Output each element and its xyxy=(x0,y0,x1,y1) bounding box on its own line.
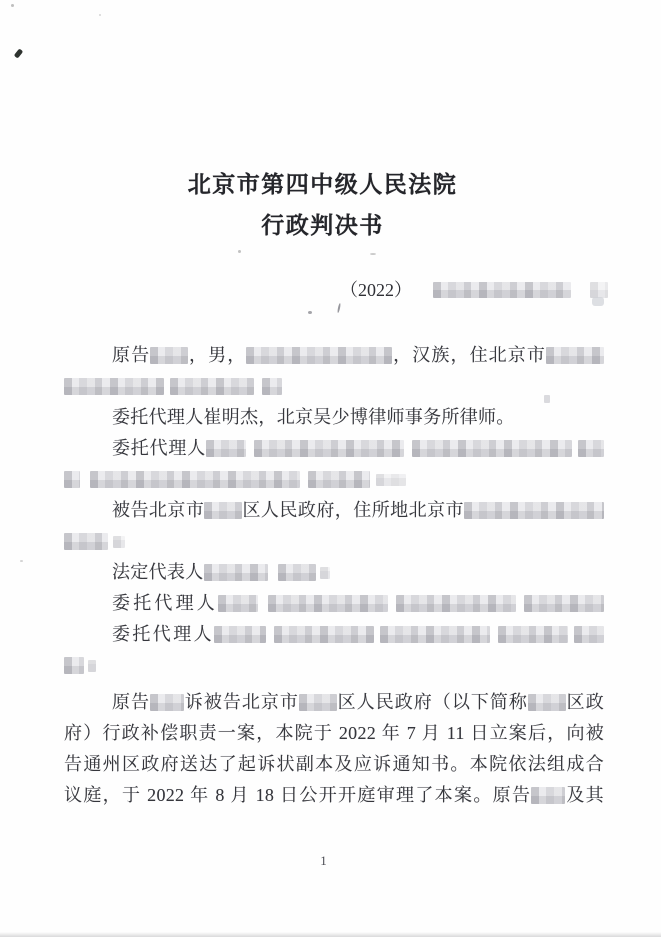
text-run: 区人民政府（以下简称 xyxy=(336,692,528,712)
gap xyxy=(417,295,429,296)
redacted-block xyxy=(299,694,337,711)
redacted-block xyxy=(531,787,565,804)
body-line xyxy=(64,526,604,557)
gap xyxy=(254,391,262,392)
ink-speck xyxy=(370,253,376,255)
body-line xyxy=(64,557,604,588)
ink-speck xyxy=(99,14,101,16)
redacted-block xyxy=(528,694,566,711)
redacted-block xyxy=(278,564,316,581)
body-line xyxy=(64,340,604,371)
text-run: 区政 xyxy=(565,692,604,712)
gap xyxy=(388,608,396,609)
redacted-block xyxy=(64,657,84,674)
ink-speck xyxy=(14,48,23,58)
redacted-block xyxy=(578,440,604,457)
gap xyxy=(316,577,320,578)
redacted-block xyxy=(274,626,374,643)
scan-smudge xyxy=(544,395,550,403)
redacted-block xyxy=(204,502,242,519)
gap xyxy=(490,639,498,640)
body-line xyxy=(64,780,604,811)
gap xyxy=(258,608,268,609)
gap xyxy=(404,453,412,454)
body-line xyxy=(64,402,604,433)
ink-speck xyxy=(11,4,14,7)
body-line xyxy=(64,588,604,619)
gap xyxy=(576,295,586,296)
redacted-block xyxy=(90,471,300,488)
case-number-line xyxy=(340,277,608,303)
body-line xyxy=(64,495,604,526)
court-name: 北京市第四中级人民法院 xyxy=(187,172,458,197)
redacted-block xyxy=(88,660,96,672)
page-number: 1 xyxy=(320,853,327,868)
ink-speck xyxy=(20,560,23,562)
scan-smudge xyxy=(592,297,604,306)
ink-speck xyxy=(308,311,312,314)
text-run: 委托代理人 xyxy=(112,624,214,644)
redacted-block xyxy=(246,347,392,364)
redacted-block xyxy=(574,626,604,643)
text-run: 委托代理人崔明杰，北京吴少博律师事务所律师。 xyxy=(112,407,515,427)
text-run: 委托代理人 xyxy=(112,438,206,458)
redacted-block xyxy=(396,595,516,612)
text-run: 府）行政补偿职责一案，本院于 2022 年 7 月 11 日立案后，向被 xyxy=(64,723,604,743)
text-run: 区人民政府，住所地北京市 xyxy=(242,500,464,520)
redacted-block xyxy=(64,471,80,488)
case-number-year: （2022） xyxy=(340,280,412,300)
redacted-block xyxy=(64,533,108,550)
scan-edge-shadow xyxy=(0,932,661,937)
text-run: 告通州区政府送达了起诉状副本及应诉通知书。本院依法组成合 xyxy=(64,754,604,774)
body-line xyxy=(64,718,604,749)
redacted-block xyxy=(308,471,370,488)
redacted-block xyxy=(546,347,604,364)
body-line xyxy=(64,749,604,780)
text-run: 议庭，于 2022 年 8 月 18 日公开开庭审理了本案。原告 xyxy=(64,785,532,805)
text-run: 原告 xyxy=(112,692,151,712)
redacted-block xyxy=(433,282,571,298)
redacted-block xyxy=(218,595,258,612)
redacted-block xyxy=(320,567,330,579)
gap xyxy=(516,608,524,609)
document-header xyxy=(0,164,645,246)
redacted-block xyxy=(590,282,608,298)
redacted-block xyxy=(206,440,246,457)
gap xyxy=(80,484,90,485)
redacted-block xyxy=(64,378,164,395)
gap xyxy=(300,484,308,485)
gap xyxy=(246,453,254,454)
redacted-block xyxy=(170,378,254,395)
text-run: 法定代表人 xyxy=(112,562,204,582)
body-line xyxy=(64,371,604,402)
redacted-block xyxy=(150,694,184,711)
ink-speck xyxy=(238,250,241,253)
redacted-block xyxy=(412,440,572,457)
text-run: 被告北京市 xyxy=(112,500,205,520)
ink-speck xyxy=(337,303,341,313)
text-run: 诉被告北京市 xyxy=(184,692,299,712)
text-run: 及其 xyxy=(565,785,604,805)
document-type-title: 行政判决书 xyxy=(261,213,384,238)
redacted-block xyxy=(376,474,406,486)
redacted-block xyxy=(150,347,188,364)
redacted-block xyxy=(498,626,568,643)
gap xyxy=(268,577,278,578)
redacted-block xyxy=(464,502,604,519)
text-run: 委托代理人 xyxy=(112,593,218,613)
redacted-block xyxy=(254,440,404,457)
redacted-block xyxy=(380,626,490,643)
body-line xyxy=(64,650,604,681)
redacted-block xyxy=(214,626,266,643)
document-body xyxy=(64,340,604,811)
text-run: ，汉族，住北京市 xyxy=(392,345,546,365)
body-line xyxy=(64,687,604,718)
gap xyxy=(266,639,274,640)
redacted-block xyxy=(113,536,125,548)
body-line xyxy=(64,464,604,495)
text-run: ，男， xyxy=(188,345,247,365)
body-line xyxy=(64,433,604,464)
redacted-block xyxy=(204,564,268,581)
redacted-block xyxy=(268,595,388,612)
redacted-block xyxy=(524,595,604,612)
redacted-block xyxy=(262,378,282,395)
text-run: 原告 xyxy=(112,345,151,365)
body-line xyxy=(64,619,604,650)
